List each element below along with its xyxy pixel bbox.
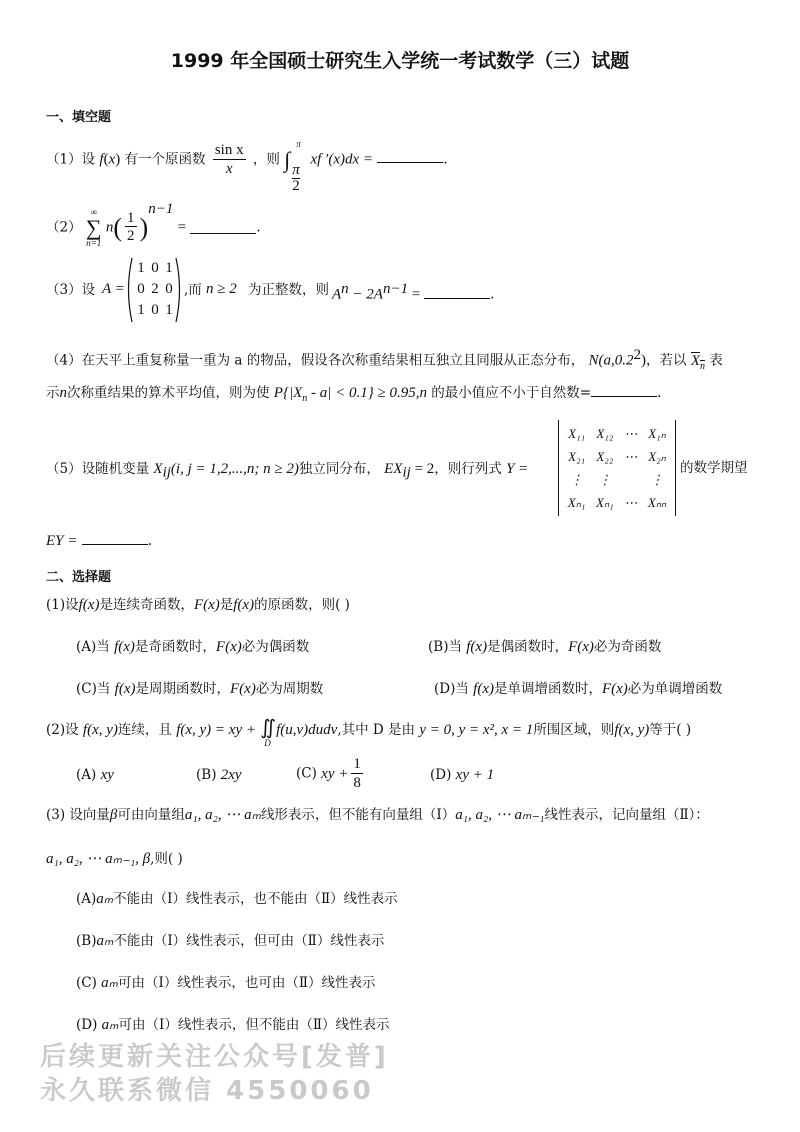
choice-1-option-D[interactable]: (D)当 f(x)是单调增函数时，F(x)必为单调增函数 [434,681,723,697]
determinant-cell: X₁ₙ [648,426,666,441]
fraction: $\frac{\text{sin x}}{x}$ [214,142,244,177]
double-integral: ∬ D [260,717,277,748]
question-1-4-line-1: （4）在天平上重复称量一重为 a 的物品，假设各次称重结果相互独立且同服从正态分布， N(a,0.2$^2$)，若以 $X_n$ 表 [46,347,723,372]
page-title: 1999 年全国硕士研究生入学统一考试数学（三）试题 [170,50,630,72]
question-1-4-line-2: 示n次称重结果的算术平均值，则为使 $P\{|X_n - a| < 0.1\} \ge 0.95,n$ 的最小值应不小于自然数= . [46,385,662,404]
section-heading-multiple-choice: 二、选择题 [46,570,112,585]
matrix-cell: 1 [137,302,145,318]
q-number: （1）设 [46,151,96,168]
choice-1-option-A[interactable]: (A)当 f(x)是奇函数时，F(x)必为偶函数 [76,639,310,655]
matrix-expression: $A^n - 2A^{n-1}$ = . [332,281,495,303]
matrix-cell: 1 [165,260,173,276]
determinant-cell: X₁₁ [568,426,586,441]
choice-3-option-A[interactable]: (A)aₘ不能由（Ⅰ）线性表示，也不能由（Ⅱ）线性表示 [76,891,398,907]
answer-blank[interactable] [190,221,256,234]
matrix-A [134,258,176,321]
choice-2-option-B[interactable]: (B) 2xy [196,767,242,783]
q-number: （3）设 [46,282,96,298]
q-number: （5）设随机变量 $X_{ij}(i$, j = 1,2,...,n; n ≥ 2)独立同分布， $EX_{ij} = 2$，则行列式 Y = [46,461,529,481]
question-1-5-answer: EY = . [46,533,152,549]
choice-question-1: (1)设f(x)是连续奇函数，F(x)是f(x)的原函数，则( ) [46,597,350,613]
choice-1-option-C[interactable]: (C)当 f(x)是周期函数时，F(x)必为周期数 [76,681,324,697]
choice-2-option-D[interactable]: (D) xy + 1 [430,767,495,783]
choice-3-option-C[interactable]: (C) aₘ可由（Ⅰ）线性表示，也可由（Ⅱ）线性表示 [76,975,376,991]
determinant-cell: ⋮ [570,472,584,487]
determinant-cell: X₁₂ [596,426,614,441]
determinant-Y [564,422,670,514]
q-number: （2） [46,219,82,236]
matrix-cell: 0 [151,260,159,276]
choice-question-3-line-1: (3) 设向量β可由向量组a₁, a₂, ⋯ aₘ线形表示，但不能有向量组（Ⅰ）a₁, a₂, ⋯ aₘ₋₁线性表示，记向量组（Ⅱ）： [46,807,709,823]
question-1-2: （2） ∞ ∑ n=1 n( $\frac{1}{2}$ )$^{n-1}$ = . [46,201,261,248]
answer-blank[interactable] [424,286,490,299]
determinant-cell: ⋯ [624,426,638,441]
sample-mean: $X_n$ [690,352,705,372]
determinant-cell: ⋯ [624,449,638,464]
matrix-cell: 0 [137,281,145,297]
determinant-cell: Xₙₙ [647,495,667,510]
question-1-5: （5）设随机变量 $X_{ij}(i$, j = 1,2,...,n; n ≥ 2)独立同分布， $EX_{ij} = 2$，则行列式 Y = X₁₁ X₁₂ ⋯ X₁ₙ X₂₁ X₂₂ ⋯ X₂ₙ ⋮ ⋮ ⋮ Xₙ₁ Xₙ₁ ⋯ Xₙₙ 的数学期望 [46,418,766,518]
section-heading-fill-blank: 一、填空题 [46,110,112,125]
fraction-half: $\frac{1}{2}$ [127,209,135,245]
matrix-cell: 1 [165,302,173,318]
choice-3-option-D[interactable]: (D) aₘ可由（Ⅰ）线性表示，但不能由（Ⅱ）线性表示 [76,1017,390,1033]
choice-1-option-B[interactable]: (B)当 f(x)是偶函数时，F(x)必为奇函数 [428,639,662,655]
answer-blank[interactable] [82,532,148,545]
answer-blank[interactable] [377,150,443,163]
choice-2-option-A[interactable]: (A) xy [76,767,114,783]
determinant-cell [620,468,641,491]
q-text: ，则 [252,151,280,168]
integrand: xf ′(x)dx = [310,151,374,168]
matrix-cell: 2 [151,281,159,297]
matrix-cell: 1 [137,260,145,276]
choice-2-option-C[interactable]: (C) xy + $\frac{1}{8}$ [296,756,361,791]
question-1-1: （1）设 f(x) 有一个原函数 $\frac{\text{sin x}}{x}$ ，则 ∫ π π 2 xf ′(x)dx = . [46,138,448,194]
choice-question-2: (2)设 f(x, y)连续，且 f(x, y) = xy + ∬ D f(u,v)dudv,其中 D 是由 y = 0, y = x², x = 1所围区域，则f(x, y)等于( ) [46,717,692,748]
choice-question-3-line-2: a₁, a₂, ⋯ aₘ₋₁, β,则( ) [46,851,183,867]
determinant-cell: ⋮ [598,472,612,487]
probability-expression: $P\{|X_n - a| < 0.1\} \ge 0.95,n$ [273,385,427,404]
matrix-cell: 0 [151,302,159,318]
answer-blank[interactable] [591,384,657,397]
determinant-cell: ⋮ [650,472,664,487]
sum-sign: ∞ ∑ n=1 [85,206,102,248]
determinant-cell: Xₙ₁ [567,495,586,510]
determinant-cell: X₂₁ [568,449,586,464]
watermark-line-1: 后续更新关注公众号[发普] [40,1042,389,1072]
fx-symbol: f [99,151,104,168]
choice-3-option-B[interactable]: (B)aₘ不能由（Ⅰ）线性表示，但可由（Ⅱ）线性表示 [76,933,385,949]
determinant-cell: X₂ₙ [648,449,666,464]
determinant-cell: X₂₂ [596,449,614,464]
determinant-cell: ⋯ [624,495,638,510]
q-text: 有一个原函数 [124,151,206,168]
determinant-cell: Xₙ₁ [596,495,614,510]
integral-sign: ∫ π π 2 [284,138,301,194]
matrix-cell: 0 [165,281,173,297]
watermark-line-2: 永久联系微信 4550060 [40,1076,374,1106]
